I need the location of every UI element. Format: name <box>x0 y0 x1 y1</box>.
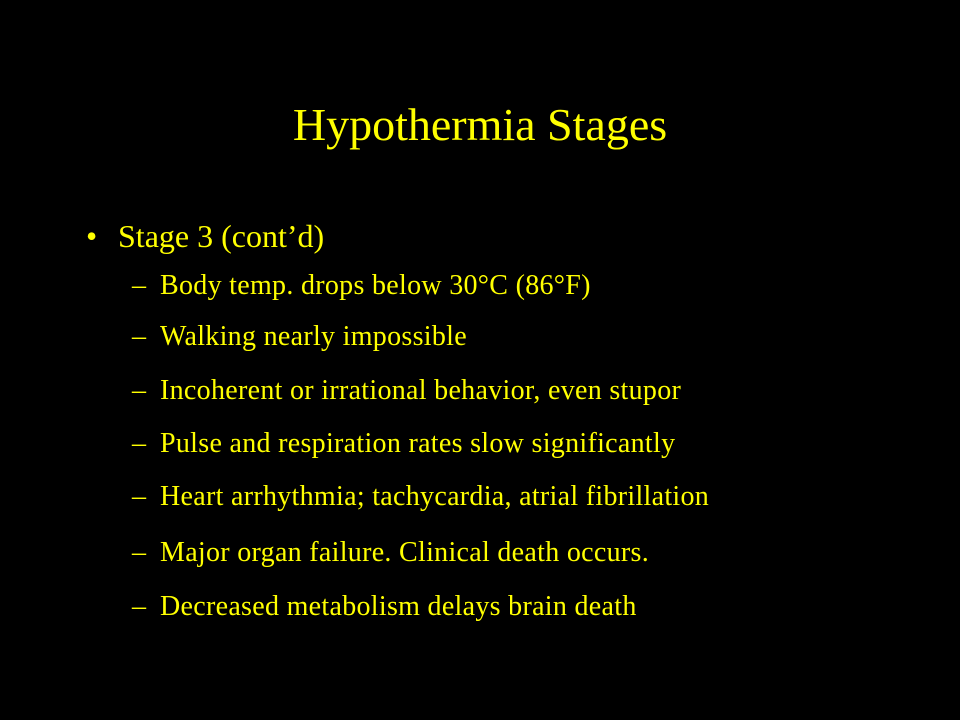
sub-point <box>132 426 675 462</box>
sub-point-text: Pulse and respiration rates slow significantly <box>160 428 676 459</box>
sub-point-text: Major organ failure. Clinical death occurs. <box>160 537 649 568</box>
dash-marker: – <box>132 375 147 406</box>
dash-marker: – <box>132 270 147 301</box>
sub-point <box>132 268 591 304</box>
sub-point <box>132 535 649 571</box>
dash-marker: – <box>132 428 147 459</box>
sub-point <box>132 479 709 515</box>
sub-point-text: Walking nearly impossible <box>160 321 467 352</box>
sub-point <box>132 373 681 409</box>
bullet-text: Stage 3 (cont’d) <box>118 218 325 254</box>
dash-marker: – <box>132 591 147 622</box>
sub-point <box>132 589 637 625</box>
sub-point <box>132 319 467 355</box>
dash-marker: – <box>132 481 147 512</box>
dash-marker: – <box>132 537 147 568</box>
slide-title: Hypothermia Stages <box>292 99 668 150</box>
bullet-marker: • <box>86 218 98 254</box>
sub-point-text: Decreased metabolism delays brain death <box>160 591 637 622</box>
sub-point-text: Heart arrhythmia; tachycardia, atrial fibrillation <box>160 481 710 512</box>
bullet-item <box>86 214 324 258</box>
dash-marker: – <box>132 321 147 352</box>
sub-point-text: Incoherent or irrational behavior, even stupor <box>160 375 682 406</box>
sub-point-text: Body temp. drops below 30°C (86°F) <box>160 270 591 301</box>
